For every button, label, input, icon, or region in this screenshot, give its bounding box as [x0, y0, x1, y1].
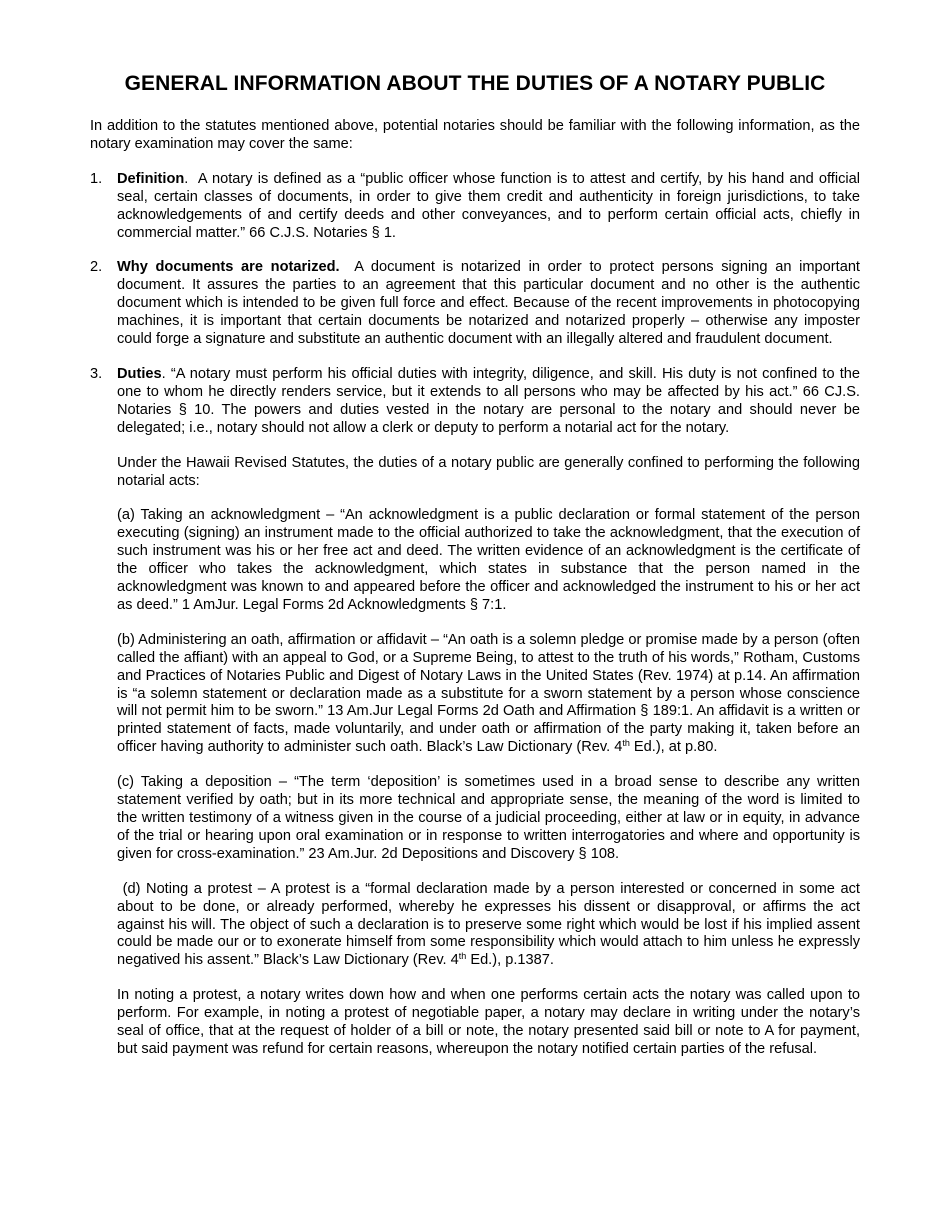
document-title: GENERAL INFORMATION ABOUT THE DUTIES OF A NOTARY PUBLIC	[124, 72, 826, 95]
act-acknowledgment: (a) Taking an acknowledgment – “An acknowledgment is a public declaration or formal statement of the person executing (signing) an instrument made to the official authorized to take the acknowledgment, that the execution of such instrument was his or her free act and deed. The written evidence of an acknowledgment is the certificate of the officer who takes the acknowledgment, which states in substance that the person named in the acknowledgment was known to and appeared before the officer and acknowledged the instrument to his or her act as deed.” 1 AmJur. Legal Forms 2d Acknowledgments § 7:1.	[117, 507, 860, 613]
list-item-text: Definition. A notary is defined as a “public officer whose function is to attest and certify, by his hand and official seal, certain classes of documents, in order to give them credit and authenticity in foreign jurisdictions, to take acknowledgements of and certify deeds and other conveyances, and to perform certain official acts, chiefly in commercial matter.” 66 C.J.S. Notaries § 1.	[117, 170, 860, 241]
hawaii-intro-paragraph: Under the Hawaii Revised Statutes, the duties of a notary public are generally confined to performing the following notarial acts:	[117, 454, 860, 489]
list-number: 2.	[90, 259, 103, 276]
list-item-text	[117, 259, 860, 349]
list-item-definition	[90, 171, 860, 243]
list-item-duties	[90, 366, 860, 438]
intro-paragraph: In addition to the statutes mentioned above, potential notaries should be familiar with the following information, as the notary examination may cover the same:	[90, 118, 860, 152]
item-body: A notary is defined as a “public officer whose function is to attest and certify, by his hand and official seal, certain classes of documents, in order to give them credit and authenticity in foreign jurisdictions, to take acknowledgements of and certify deeds and other conveyances, and to perform certain official acts, chiefly in commercial matter.” 66 C.J.S. Notaries § 1.	[117, 170, 860, 241]
list-number: 1.	[90, 170, 103, 187]
act-deposition: (c) Taking a deposition – “The term ‘deposition’ is sometimes used in a broad sense to describe any written statement verified by oath; but in its more technical and appropriate sense, the meaning of the word is limited to the written testimony of a witness given in the course of a judicial proceeding, either at law or in equity, in advance of the trial or hearing upon oral examination or in response to written interrogatories and where and opportunity is given for cross-examination.” 23 Am.Jur. 2d Depositions and Discovery § 108.	[117, 774, 860, 862]
item-body: “A notary must perform his official duties with integrity, diligence, and skill. His duty is not confined to the one to whom he directly renders service, but it extends to all persons who may be affected by his act.” 66 CJ.S. Notaries § 10. The powers and duties vested in the notary are personal to the notary and should never be delegated; i.e., notary should not allow a clerk or deputy to perform a notarial act for the notary.	[117, 365, 860, 436]
document-page	[90, 72, 860, 1059]
act-oath: (b) Administering an oath, affirmation or affidavit – “An oath is a solemn pledge or promise made by a person (often called the affiant) with an appeal to God, or a Supreme Being, to attest to the truth of his words,” Rotham, Customs and Practices of Notaries Public and Digest of Notary Laws in the United States (Rev. 1974) at p.14. An affirmation is “a solemn statement or declaration made as a substitute for a sworn statement by a person whose conscience will not permit him to be sworn.” 13 Am.Jur Legal Forms 2d Oath and Affirmation § 189:1. An affidavit is a written or printed statement of facts, made voluntarily, and under oath or affirmation of the party making it, taken before an officer having authority to administer such oath. Black’s Law Dictionary (Rev. 4th Ed.), at p.80.	[117, 631, 860, 756]
item-heading: Definition	[117, 170, 185, 187]
item-heading: Duties	[117, 365, 162, 382]
item-body: A document is notarized in order to protect persons signing an important document. It assures the parties to an agreement that this particular document and no other is the authentic document which is intended to be given full force and effect. Because of the recent improvements in photocopying machines, it is important that certain documents be notarized and notarized properly – otherwise any imposter could forge a signature and substitute an authentic document with an illegally altered and fraudulent document.	[117, 259, 860, 348]
list-item-why-notarized	[90, 259, 860, 349]
list-number: 3.	[90, 365, 103, 382]
protest-note-paragraph: In noting a protest, a notary writes down how and when one performs certain acts the notary was called upon to perform. For example, in noting a protest of negotiable paper, a notary may declare in writing under the notary’s seal of office, that at the request of holder of a bill or note, the notary presented said bill or note to A for payment, but said payment was refund for certain reasons, whereupon the notary notified certain parties of the refusal.	[117, 987, 860, 1057]
item-heading: Why documents are notarized.	[117, 259, 340, 276]
list-item-text: Duties. “A notary must perform his official duties with integrity, diligence, and skill. His duty is not confined to the one to whom he directly renders service, but it extends to all persons who may be affected by his act.” 66 CJ.S. Notaries § 10. The powers and duties vested in the notary are personal to the notary and should never be delegated; i.e., notary should not allow a clerk or deputy to perform a notarial act for the notary.	[117, 365, 860, 436]
act-protest: (d) Noting a protest – A protest is a “formal declaration made by a person interested or concerned in some act about to be done, or already performed, whereby he expresses his dissent or disapproval, or affirms the act against his will. The object of such a declaration is to preserve some right which would be lost if his implied assent could be made our or to exonerate himself from some responsibility which would attach to him unless he expressly negatived his assent.” Black’s Law Dictionary (Rev. 4th Ed.), p.1387.	[117, 880, 860, 969]
